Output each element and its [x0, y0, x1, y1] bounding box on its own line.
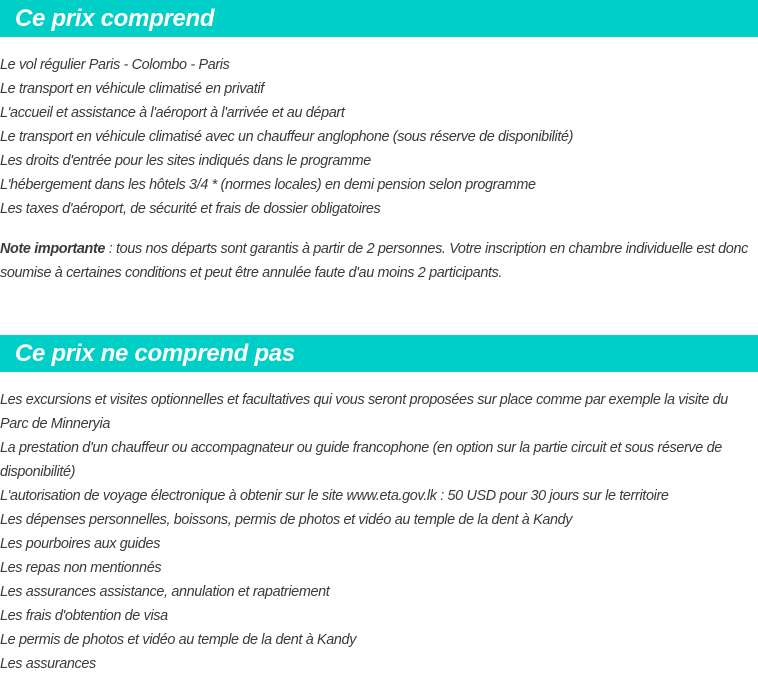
list-item: Les droits d'entrée pour les sites indiqués dans le programme [0, 153, 371, 169]
list-item: Les assurances [0, 656, 96, 672]
list-item: Les excursions et visites optionnelles et facultatives qui vous seront proposées sur place comme par exemple la visite du Parc de Minneryia [0, 392, 728, 432]
list-item: Les taxes d'aéroport, de sécurité et frais de dossier obligatoires [0, 201, 381, 217]
list-item: Les pourboires aux guides [0, 536, 161, 552]
list-item: Le permis de photos et vidéo au temple de la dent à Kandy [0, 632, 357, 648]
list-item: Les assurances assistance, annulation et rapatriement [0, 584, 330, 600]
excluded-list [0, 388, 758, 676]
important-note [0, 237, 758, 285]
list-item: L'hébergement dans les hôtels 3/4 * (normes locales) en demi pension selon programme [0, 177, 536, 193]
list-item: Le vol régulier Paris - Colombo - Paris [0, 57, 230, 73]
excluded-header: Ce prix ne comprend pas [0, 335, 758, 372]
list-item: Les frais d'obtention de visa [0, 608, 168, 624]
list-item: La prestation d'un chauffeur ou accompagnateur ou guide francophone (en option sur la partie circuit et sous réserve de disponibilité) [0, 440, 722, 480]
list-item: Les dépenses personnelles, boissons, permis de photos et vidéo au temple de la dent à Kandy [0, 512, 573, 528]
included-list [0, 53, 758, 221]
note-label: Note importante [0, 241, 106, 257]
list-item: Le transport en véhicule climatisé en privatif [0, 81, 264, 97]
list-item: Le transport en véhicule climatisé avec un chauffeur anglophone (sous réserve de disponibilité) [0, 129, 574, 145]
list-item: L'autorisation de voyage électronique à obtenir sur le site www.eta.gov.lk : 50 USD pour 30 jours sur le territoire [0, 488, 669, 504]
list-item: L'accueil et assistance à l'aéroport à l'arrivée et au départ [0, 105, 345, 121]
included-header: Ce prix comprend [0, 0, 758, 37]
note-text: : tous nos départs sont garantis à partir de 2 personnes. Votre inscription en chambre individuelle est donc soumise à certaines conditions et peut être annulée faute d'au moins 2 participants. [0, 241, 748, 281]
excluded-section [0, 335, 758, 676]
included-section [0, 0, 758, 285]
list-item: Les repas non mentionnés [0, 560, 162, 576]
